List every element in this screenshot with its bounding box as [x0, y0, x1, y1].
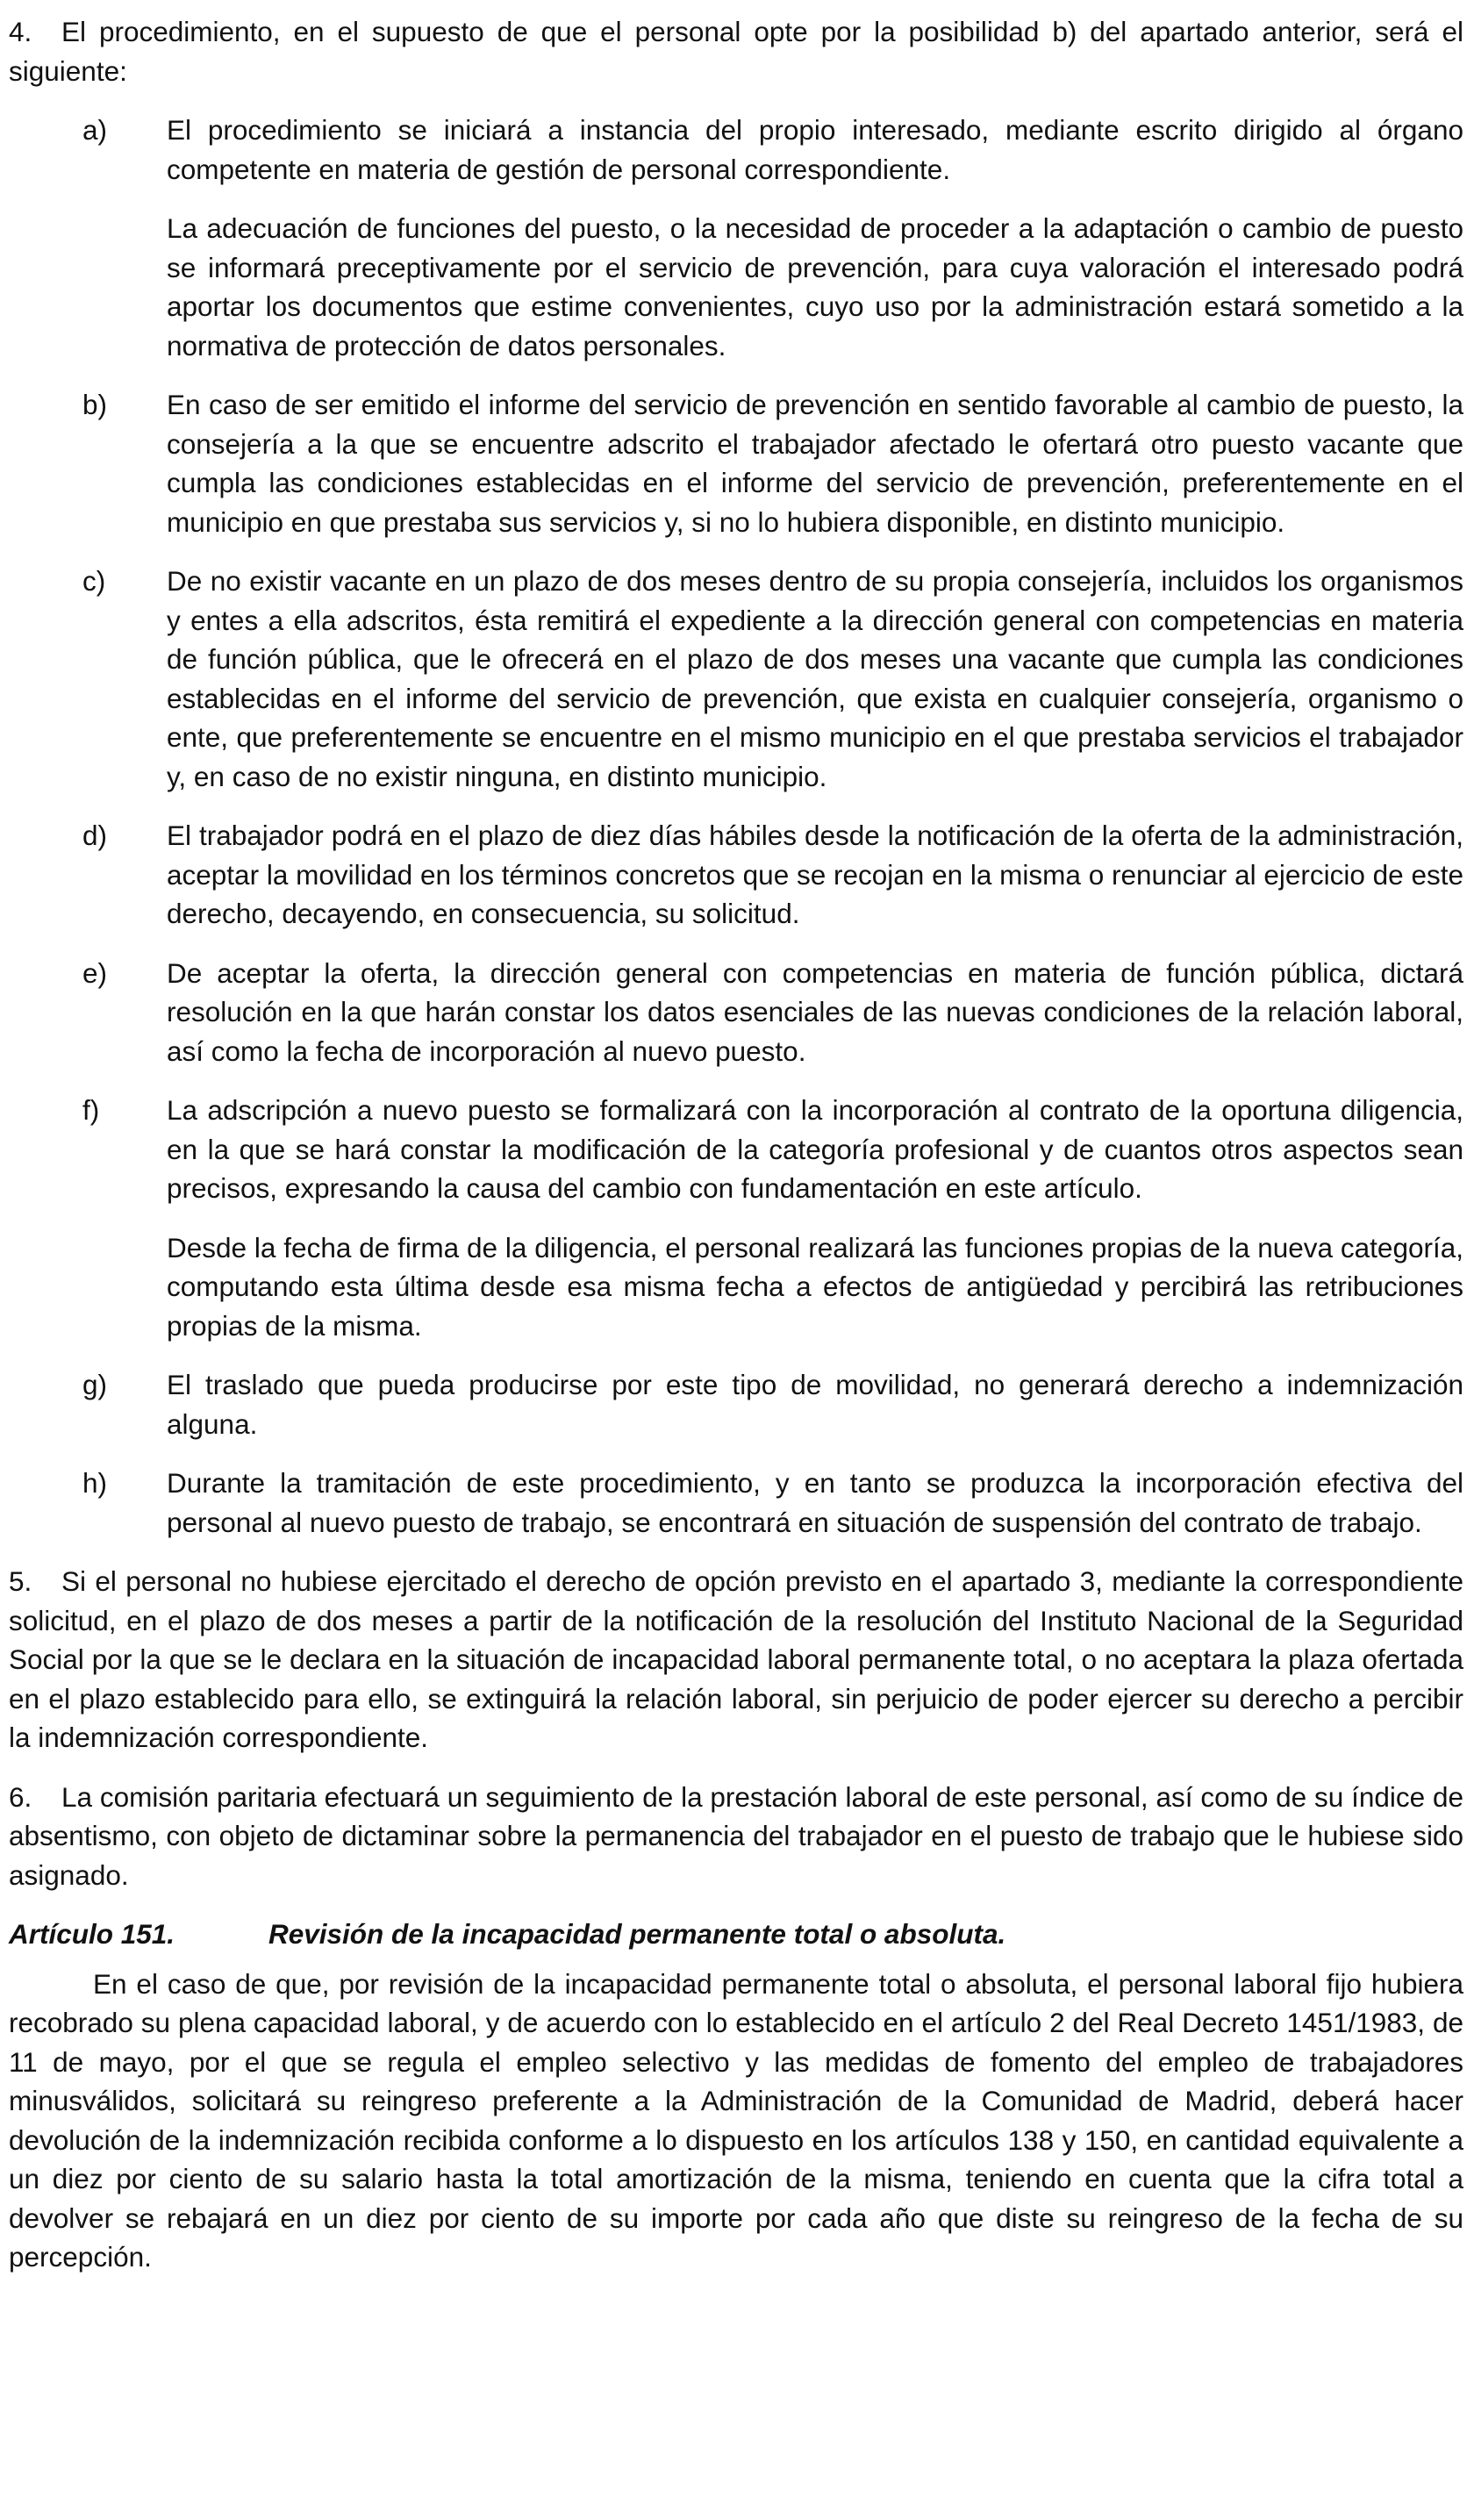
article-number: Artículo 151.: [9, 1918, 175, 1950]
paragraph-text: Si el personal no hubiese ejercitado el derecho de opción previsto en el apartado 3, mediante la correspondiente solicitud, en el plazo de dos meses a partir de la notificación de la resolución del Instituto Nacional de la Seguridad Social por la que se le declara en la situación de incapacidad laboral permanente total, o no aceptara la plaza ofertada en el plazo establecido para ello, se extinguirá la relación laboral, sin perjuicio de poder ejercer su derecho a percibir la indemnización correspondiente.: [9, 1565, 1463, 1753]
paragraph-number: 4.: [9, 16, 32, 47]
item-text: El trabajador podrá en el plazo de diez días hábiles desde la notificación de la oferta de la administración, aceptar la movilidad en los términos concretos que se recojan en la misma o renunciar al ejercicio de este derecho, decayendo, en consecuencia, su solicitud.: [167, 820, 1463, 929]
item-text: El traslado que pueda producirse por este tipo de movilidad, no generará derecho a indemnización alguna.: [167, 1369, 1463, 1440]
item-text: Desde la fecha de firma de la diligencia, el personal realizará las funciones propias de la nueva categoría, computando esta última desde esa misma fecha a efectos de antigüedad y percibirá las retribuciones propias de la misma.: [167, 1231, 1463, 1342]
item-text: De aceptar la oferta, la dirección general con competencias en materia de función pública, dictará resolución en la que harán constar los datos esenciales de las nuevas condiciones de la relación laboral, así como la fecha de incorporación al nuevo puesto.: [167, 956, 1463, 1067]
item-label: e): [82, 956, 108, 989]
list-item-b: [9, 385, 1463, 541]
list-item-e: [9, 954, 1463, 1071]
paragraph-text: La comisión paritaria efectuará un seguimiento de la prestación laboral de este personal, así como de su índice de absentismo, con objeto de dictaminar sobre la permanencia del trabajador en el puesto de trabajo que le hubiese sido asignado.: [9, 1780, 1463, 1891]
list-item-f: [9, 1091, 1463, 1345]
item-text: De no existir vacante en un plazo de dos meses dentro de su propia consejería, incluidos los organismos y entes a ella adscritos, ésta remitirá el expediente a la dirección general con competencias en materia de función pública, que le ofrecerá en el plazo de dos meses una vacante que cumpla las condiciones establecidas en el informe del servicio de prevención, que exista en cualquier consejería, organismo o ente, que preferentemente se encuentre en el mismo municipio en el que prestaba servicios el trabajador y, en caso de no existir ninguna, en distinto municipio.: [167, 565, 1463, 792]
paragraph-number: 6.: [9, 1780, 32, 1813]
item-label: b): [82, 389, 108, 420]
item-label: h): [82, 1467, 108, 1499]
procedure-list: [9, 111, 1463, 1542]
paragraph-6: [9, 1778, 1463, 1895]
document-page: [9, 12, 1463, 2277]
item-text: La adscripción a nuevo puesto se formalizará con la incorporación al contrato de la oportuna diligencia, en la que se hará constar la modificación de la categoría profesional y de cuantos otros aspectos sean precisos, expresando la causa del cambio con fundamentación en este artículo.: [167, 1094, 1463, 1204]
list-item-g: [9, 1365, 1463, 1443]
paragraph-number: 5.: [9, 1565, 32, 1597]
item-label: g): [82, 1369, 108, 1400]
item-text: El procedimiento se iniciará a instancia del propio interesado, mediante escrito dirigido al órgano competente en materia de gestión de personal correspondiente.: [167, 114, 1463, 185]
article-title: Revisión de la incapacidad permanente total o absoluta.: [268, 1918, 1006, 1950]
paragraph-5: [9, 1562, 1463, 1758]
item-label: a): [82, 114, 108, 146]
article-body: En el caso de que, por revisión de la incapacidad permanente total o absoluta, el personal laboral fijo hubiera recobrado su plena capacidad laboral, y de acuerdo con lo establecido en el artículo 2 del Real Decreto 1451/1983, de 11 de mayo, por el que se regula el empleo selectivo y las medidas de fomento del empleo de trabajadores minusválidos, solicitará su reingreso preferente a la Administración de la Comunidad de Madrid, deberá hacer devolución de la indemnización recibida conforme a lo dispuesto en los artículos 138 y 150, en cantidad equivalente a un diez por ciento de su salario hasta la total amortización de la misma, teniendo en cuenta que la cifra total a devolver se rebajará en un diez por ciento de su importe por cada año que diste su reingreso de la fecha de su percepción.: [9, 1967, 1463, 2273]
list-item-d: [9, 816, 1463, 934]
item-text: La adecuación de funciones del puesto, o la necesidad de proceder a la adaptación o cambio de puesto se informará preceptivamente por el servicio de prevención, para cuya valoración el interesado podrá aportar los documentos que estime convenientes, cuyo uso por la administración estará sometido a la normativa de protección de datos personales.: [167, 212, 1463, 362]
list-item-c: [9, 562, 1463, 796]
paragraph-text: El procedimiento, en el supuesto de que el personal opte por la posibilidad b) del apartado anterior, será el siguiente:: [9, 16, 1463, 87]
item-label: f): [82, 1094, 100, 1126]
paragraph-4: [9, 12, 1463, 90]
item-label: c): [82, 565, 106, 597]
item-label: d): [82, 820, 108, 851]
list-item-h: [9, 1464, 1463, 1542]
item-text: En caso de ser emitido el informe del servicio de prevención en sentido favorable al cambio de puesto, la consejería a la que se encuentre adscrito el trabajador afectado le ofertará otro puesto vacante que cumpla las condiciones establecidas en el informe del servicio de prevención, preferentemente en el municipio en que prestaba sus servicios y, si no lo hubiera disponible, en distinto municipio.: [167, 389, 1463, 538]
list-item-a: [9, 111, 1463, 365]
article-heading: [9, 1915, 1463, 1954]
item-text: Durante la tramitación de este procedimiento, y en tanto se produzca la incorporación efectiva del personal al nuevo puesto de trabajo, se encontrará en situación de suspensión del contrato de trabajo.: [167, 1467, 1463, 1538]
